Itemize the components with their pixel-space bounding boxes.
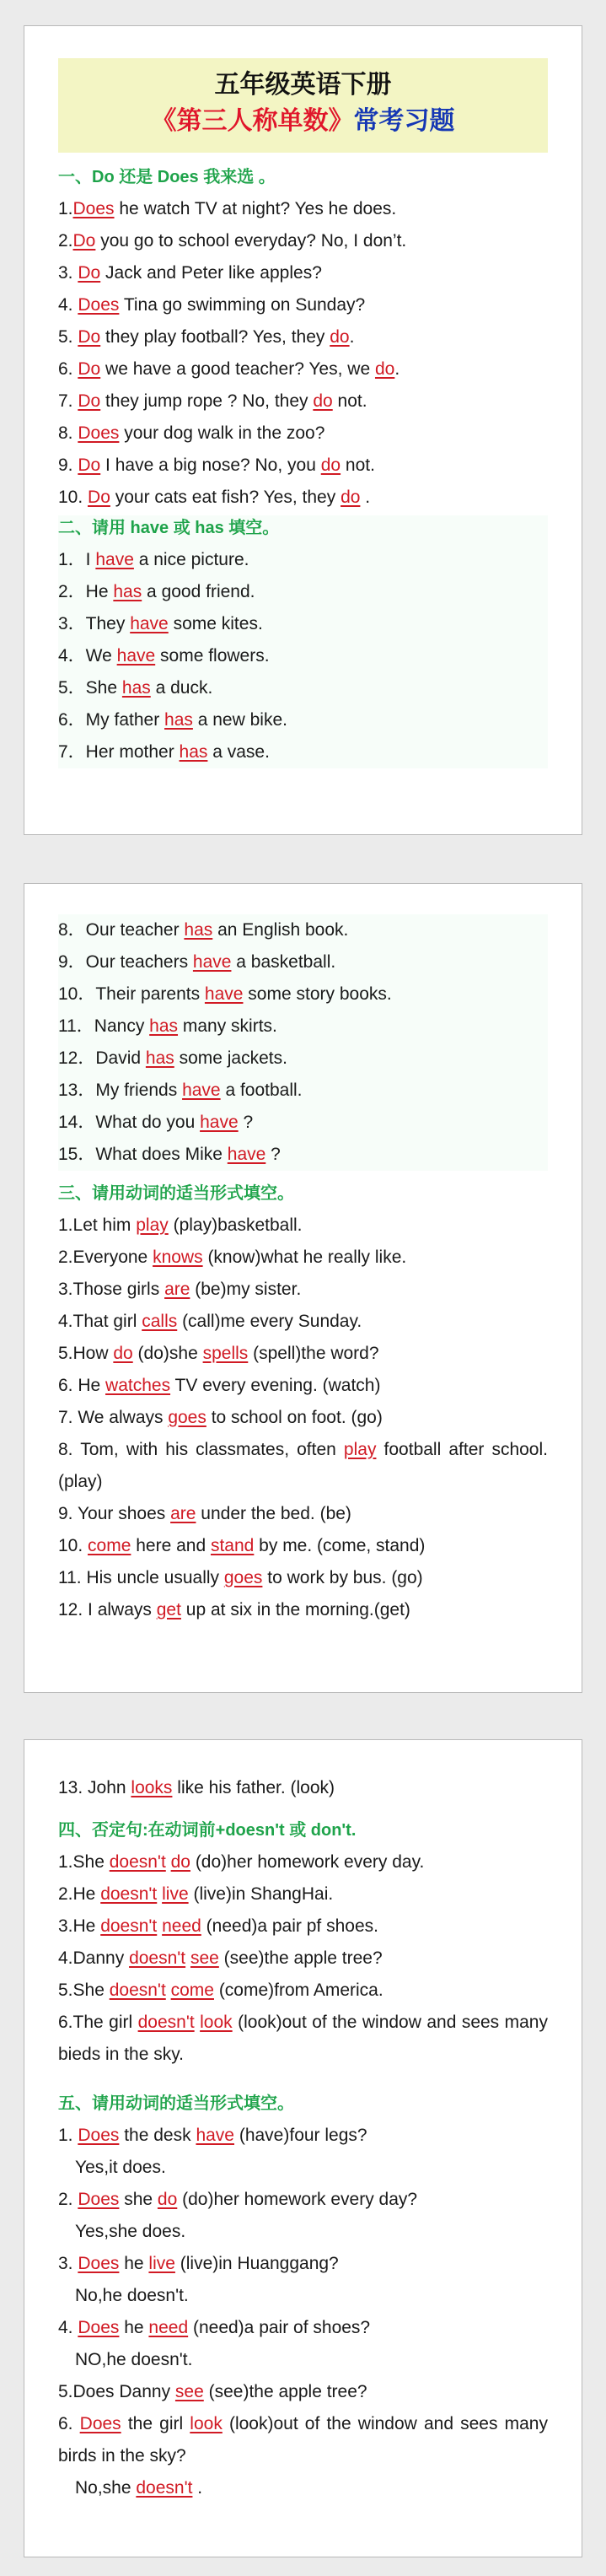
exercise-item [58,2216,548,2248]
exercise-item [58,482,548,514]
exercise-text: 2．He [58,582,114,601]
exercise-item [58,946,548,978]
exercise-list [58,1210,548,1626]
answer-blank: need [148,2318,189,2337]
exercise-text: 2.Everyone [58,1248,153,1267]
exercise-item [58,544,548,576]
answer-blank: Does [79,2414,121,2433]
answer-blank: do [341,488,361,507]
exercise-text: the desk [119,2126,196,2145]
answer-blank: have [227,1145,266,1164]
exercise-text: (play)basketball. [168,1215,303,1235]
exercise-text: 4. [58,295,78,315]
exercise-text: (see)the apple tree? [218,1948,383,1968]
exercise-item [58,914,548,946]
exercise-text: not. [332,391,367,411]
exercise-item [58,1434,548,1498]
answer-blank: looks [131,1778,173,1797]
exercise-text: (do)her homework every day. [190,1852,425,1872]
exercise-text: up at six in the morning.(get) [180,1600,410,1619]
exercise-text: 3．They [58,614,131,633]
exercise-item [58,1010,548,1043]
exercise-text: TV every evening. (watch) [170,1376,381,1395]
exercise-item [58,1878,548,1910]
answer-blank: have [196,2126,234,2145]
answer-blank: doesn't [109,1981,166,2000]
exercise-item [58,978,548,1010]
exercise-item [58,2312,548,2344]
exercise-text: 4.That girl [58,1312,142,1331]
exercise-text: a new bike. [192,710,287,730]
exercise-text: 5. [58,327,78,347]
answer-blank: do [320,455,341,475]
answer-blank: Does [72,199,115,218]
exercise-text: Tina go swimming on Sunday? [119,295,366,315]
exercise-text: a vase. [207,742,270,762]
answer-blank: do [313,391,333,411]
exercise-text: a good friend. [142,582,255,601]
exercise-item [58,1498,548,1530]
exercise-text: he watch TV at night? Yes he does. [114,199,397,218]
exercise-list [58,1772,548,1804]
exercise-text: (have)four legs? [234,2126,367,2145]
answer-blank: Does [78,2126,120,2145]
exercise-item [58,1210,548,1242]
exercise-item [58,2152,548,2184]
exercise-item [58,450,548,482]
exercise-item [58,1772,548,1804]
exercise-text: (see)the apple tree? [203,2382,367,2401]
answer-blank: Does [78,423,120,443]
exercise-text: some story books. [243,984,392,1004]
exercise-text: some flowers. [155,646,270,666]
exercise-item [58,2120,548,2152]
exercise-text: he [119,2254,149,2273]
exercise-text: 5．She [58,678,122,698]
answer-blank: Does [78,2254,120,2273]
answer-blank: has [179,742,208,762]
exercise-item [58,321,548,353]
exercise-text: (do)she [132,1344,203,1363]
exercise-item [58,1975,548,2007]
exercise-text: Yes,she does. [75,2222,186,2241]
exercise-text: football after school. (play) [58,1440,548,1491]
worksheet-page-1 [24,25,582,835]
answer-blank: goes [168,1408,206,1427]
exercise-text: 8. Tom, with his classmates, often [58,1440,344,1459]
exercise-text: . [349,327,355,347]
answer-blank: doesn't [136,2478,193,2498]
exercise-item [58,2408,548,2472]
exercise-text: 8．Our teacher [58,920,185,940]
exercise-text: . [192,2478,203,2498]
exercise-text: to school on foot. (go) [206,1408,383,1427]
exercise-text: 7．Her mother [58,742,180,762]
answer-blank: have [130,614,169,633]
exercise-list [58,544,548,768]
exercise-text: (look)out of the window and sees many bieds in the sky. [58,2013,548,2064]
exercise-text: (call)me every Sunday. [177,1312,362,1331]
exercise-item [58,225,548,257]
answer-blank: Do [78,359,101,379]
exercise-text: 12．David [58,1048,146,1068]
exercise-text: we have a good teacher? Yes, we [100,359,375,379]
section-heading: 一、Do 还是 Does 我来选 。 [58,168,276,186]
answer-blank: have [200,1113,239,1132]
answer-blank: Do [78,391,101,411]
exercise-list [58,193,548,514]
exercise-text: 2.He [58,1884,101,1904]
exercise-text: 9. [58,455,78,475]
exercise-text: (know)what he really like. [202,1248,407,1267]
exercise-text: your dog walk in the zoo? [119,423,325,443]
exercise-item [58,736,548,768]
exercise-text: (live)in Huanggang? [174,2254,339,2273]
answer-blank: doesn't [129,1948,186,1968]
exercise-text: here and [131,1536,211,1555]
answer-blank: knows [153,1248,203,1267]
section-heading: 五、请用动词的适当形式填空。 [58,2094,294,2113]
exercise-text: you go to school everyday? No, I don’t. [95,231,407,251]
exercise-item [58,2472,548,2504]
exercise-text: a duck. [150,678,213,698]
exercise-item [58,1075,548,1107]
exercise-text: 6.The girl [58,2013,138,2032]
exercise-item [58,640,548,672]
answer-blank: Do [78,327,101,347]
exercise-item [58,672,548,704]
exercise-text: I have a big nose? No, you [100,455,321,475]
exercise-item [58,2007,548,2071]
exercise-text: 10. [58,1536,88,1555]
answer-blank: look [190,2414,223,2433]
exercise-text: like his father. (look) [172,1778,335,1797]
exercise-text: 4．We [58,646,117,666]
exercise-text: 1. [58,199,73,218]
section-2 [58,515,548,768]
section-3 [58,1181,548,1626]
answer-blank: Do [88,488,110,507]
exercise-text: some kites. [168,614,263,633]
answer-blank: doesn't [100,1916,158,1936]
exercise-item [58,2184,548,2216]
exercise-text: an English book. [212,920,349,940]
exercise-text: (spell)the word? [248,1344,379,1363]
exercise-item [58,1370,548,1402]
answer-blank: do [330,327,350,347]
exercise-item [58,193,548,225]
exercise-text: 4.Danny [58,1948,130,1968]
exercise-text: many skirts. [178,1016,277,1036]
answer-blank: spells [202,1344,249,1363]
exercise-text: 7. We always [58,1408,169,1427]
exercise-text: (do)her homework every day? [177,2190,418,2209]
exercise-text: 6．My father [58,710,165,730]
exercise-text: 14．What do you [58,1113,201,1132]
answer-blank: stand [210,1536,255,1555]
exercise-text: 1.Let him [58,1215,137,1235]
exercise-text: 6. [58,2414,80,2433]
answer-blank: has [184,920,213,940]
answer-blank: need [162,1916,201,1936]
section-1 [58,164,548,514]
exercise-item [58,608,548,640]
exercise-item [58,418,548,450]
page-title: 五年级英语下册 [214,71,392,99]
exercise-item [58,1043,548,1075]
exercise-list [58,1846,548,2071]
exercise-item [58,1274,548,1306]
exercise-text: 9. Your shoes [58,1504,171,1523]
answer-blank: Does [78,2318,120,2337]
answer-blank: has [149,1016,179,1036]
answer-blank: Does [78,295,120,315]
answer-blank: are [164,1280,190,1299]
exercise-text: some jackets. [174,1048,287,1068]
exercise-text: Yes,it does. [75,2158,166,2177]
exercise-item [58,289,548,321]
answer-blank: watches [105,1376,171,1395]
exercise-text: . [360,488,371,507]
exercise-item [58,353,548,385]
exercise-item [58,576,548,608]
exercise-text: 3. [58,2254,78,2273]
worksheet-page-2 [24,883,582,1693]
exercise-text: 3. [58,263,78,283]
exercise-item [58,257,548,289]
title-banner [58,58,548,153]
exercise-text: (come)from America. [213,1981,383,2000]
exercise-text: 4. [58,2318,78,2337]
exercise-text: 8. [58,423,78,443]
answer-blank: calls [142,1312,178,1331]
exercise-text: (be)my sister. [190,1280,302,1299]
page-subtitle: 《第三人称单数》常考习题 [151,107,455,135]
exercise-text: 1．I [58,550,96,569]
exercise-text: they jump rope ? No, they [100,391,314,411]
exercise-text: 10. [58,488,88,507]
answer-blank: do [170,1852,190,1872]
answer-blank: live [148,2254,175,2273]
answer-blank: has [113,582,142,601]
answer-blank: has [164,710,193,730]
exercise-item [58,1562,548,1594]
exercise-text: 9．Our teachers [58,952,193,972]
exercise-text: 5.How [58,1344,114,1363]
exercise-text: the girl [121,2414,190,2433]
exercise-item [58,1594,548,1626]
section-3-continued [58,1772,548,1804]
section-heading: 二、请用 have 或 has 填空。 [58,519,280,537]
answer-blank: have [116,646,156,666]
exercise-text: (live)in ShangHai. [188,1884,334,1904]
answer-blank: play [343,1440,377,1459]
answer-blank: get [156,1600,181,1619]
exercise-text: ? [238,1113,254,1132]
answer-blank: Does [78,2190,120,2209]
answer-blank: doesn't [109,1852,166,1872]
exercise-item [58,1530,548,1562]
exercise-text: 5.Does Danny [58,2382,175,2401]
answer-blank: do [113,1344,133,1363]
exercise-text: (look)out of the window and sees many birds in the sky? [58,2414,548,2466]
exercise-text: 7. [58,391,78,411]
exercise-text: 13. John [58,1778,131,1797]
exercise-text: No,he doesn't. [75,2286,189,2305]
exercise-text: by me. (come, stand) [254,1536,426,1555]
answer-blank: are [170,1504,196,1523]
exercise-text: under the bed. (be) [196,1504,351,1523]
exercise-item [58,1402,548,1434]
exercise-text: to work by bus. (go) [262,1568,423,1587]
answer-blank: doesn't [100,1884,158,1904]
answer-blank: look [200,2013,233,2032]
exercise-text: he [119,2318,149,2337]
answer-blank: play [136,1215,169,1235]
exercise-item [58,385,548,418]
exercise-text: 10．Their parents [58,984,205,1004]
answer-blank: come [170,1981,214,2000]
exercise-text: 2. [58,231,73,251]
exercise-text: a nice picture. [133,550,249,569]
exercise-text: 1. [58,2126,78,2145]
exercise-text: 3.Those girls [58,1280,165,1299]
exercise-text: 6. He [58,1376,106,1395]
answer-blank: see [174,2382,204,2401]
section-2-continued [58,914,548,1171]
exercise-item [58,1306,548,1338]
answer-blank: have [204,984,244,1004]
exercise-text: 11. His uncle usually [58,1568,224,1587]
exercise-item [58,1139,548,1171]
exercise-text: they play football? Yes, they [100,327,330,347]
exercise-item [58,2248,548,2280]
answer-blank: see [190,1948,219,1968]
exercise-list [58,2120,548,2504]
exercise-item [58,2280,548,2312]
exercise-text: 13．My friends [58,1081,183,1100]
exercise-item [58,1107,548,1139]
exercise-text: (need)a pair of shoes? [188,2318,371,2337]
section-5 [58,2091,548,2504]
answer-blank: has [121,678,151,698]
exercise-text: 12. I always [58,1600,157,1619]
answer-blank: doesn't [137,2013,195,2032]
exercise-item [58,704,548,736]
exercise-text: . [394,359,400,379]
answer-blank: have [95,550,134,569]
section-heading: 三、请用动词的适当形式填空。 [58,1184,294,1203]
exercise-text: No,she [75,2478,137,2498]
exercise-text: 2. [58,2190,78,2209]
answer-blank: do [374,359,395,379]
answer-blank: Do [78,455,101,475]
exercise-text: 6. [58,359,78,379]
exercise-text: 11．Nancy [58,1016,150,1036]
exercise-list [58,914,548,1171]
exercise-item [58,1846,548,1878]
exercise-item [58,1338,548,1370]
answer-blank: Do [72,231,96,251]
exercise-item [58,1910,548,1943]
exercise-text: NO,he doesn't. [75,2350,193,2369]
exercise-text: 15．What does Mike [58,1145,228,1164]
answer-blank: live [162,1884,189,1904]
exercise-text: a football. [220,1081,303,1100]
answer-blank: has [145,1048,174,1068]
exercise-item [58,1242,548,1274]
exercise-text: she [119,2190,158,2209]
section-heading: 四、否定句:在动词前+doesn't 或 don't. [58,1821,357,1840]
answer-blank: goes [223,1568,263,1587]
exercise-item [58,2376,548,2408]
exercise-text: 5.She [58,1981,110,2000]
exercise-item [58,2344,548,2376]
exercise-text: a basketball. [231,952,336,972]
exercise-text: Jack and Peter like apples? [100,263,322,283]
answer-blank: have [182,1081,221,1100]
answer-blank: come [88,1536,131,1555]
answer-blank: Do [78,263,101,283]
exercise-text: (need)a pair pf shoes. [201,1916,378,1936]
worksheet-page-3 [24,1739,582,2557]
exercise-text: 1.She [58,1852,110,1872]
exercise-item [58,1943,548,1975]
exercise-text: ? [265,1145,281,1164]
exercise-text: not. [341,455,375,475]
exercise-text: your cats eat fish? Yes, they [110,488,341,507]
section-4 [58,1818,548,2071]
answer-blank: do [157,2190,178,2209]
answer-blank: have [192,952,232,972]
exercise-text: 3.He [58,1916,101,1936]
